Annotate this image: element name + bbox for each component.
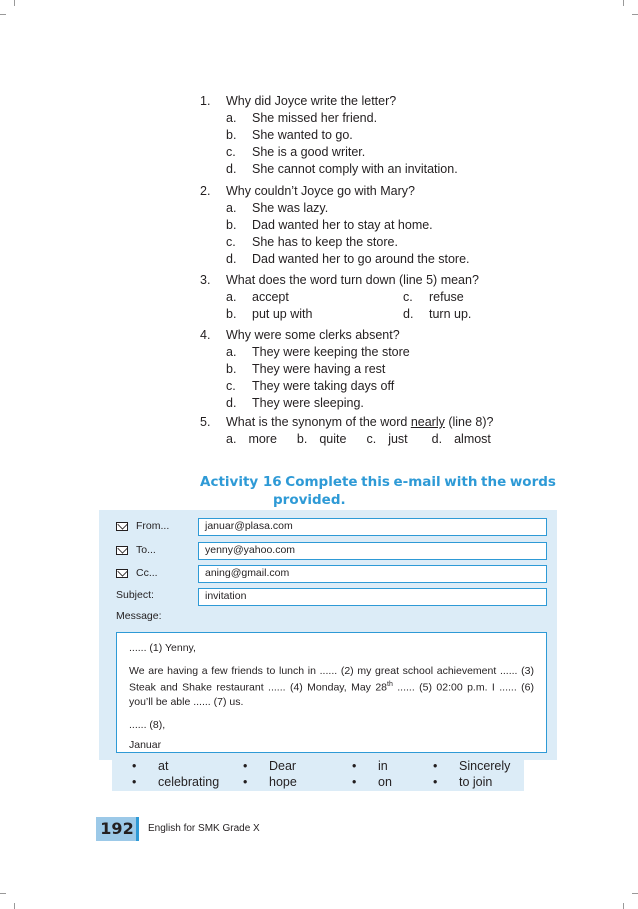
question-3 xyxy=(200,272,580,323)
heading-word: e-mail xyxy=(393,474,441,490)
page-number: 192 xyxy=(96,817,138,841)
heading-word: with xyxy=(444,474,478,490)
word-bank-word: hope xyxy=(269,775,297,789)
bullet-icon: • xyxy=(243,759,248,773)
bullet-icon: • xyxy=(132,759,137,773)
option-letter: d. xyxy=(403,307,414,321)
word-bank-item xyxy=(352,774,392,790)
option-text: Dad wanted her to stay at home. xyxy=(252,218,433,232)
heading-word: words xyxy=(509,474,556,490)
heading-word: the xyxy=(481,474,507,490)
bullet-icon: • xyxy=(352,759,357,773)
ordinal-suffix: th xyxy=(387,681,393,688)
bullet-icon: • xyxy=(433,775,438,789)
question-number: 4. xyxy=(200,328,211,342)
book-title: English for SMK Grade X xyxy=(148,823,260,834)
activity-heading-line-2: provided. xyxy=(273,492,346,508)
cc-label-text: Cc... xyxy=(136,567,158,579)
option-text: They were sleeping. xyxy=(252,396,364,410)
crop-mark xyxy=(14,0,15,6)
option-text: more xyxy=(248,432,277,446)
option xyxy=(366,431,407,448)
subject-label: Subject: xyxy=(116,589,154,601)
word-bank-word: celebrating xyxy=(158,775,220,789)
option-text: She missed her friend. xyxy=(252,111,378,125)
footer-divider xyxy=(136,817,139,841)
option-text: almost xyxy=(454,432,491,446)
option-text: put up with xyxy=(252,307,313,321)
option xyxy=(200,361,580,378)
activity-heading-line-1 xyxy=(200,473,556,491)
activity-heading xyxy=(200,473,556,509)
to-label-text: To... xyxy=(136,544,156,556)
crop-mark xyxy=(632,14,638,15)
to-field[interactable]: yenny@yahoo.com xyxy=(198,542,547,560)
message-text-part-1: We are having a few friends to lunch in ...... (2) my great school achievement ...... (3) Steak and Shake restaurant ...... (4) Monday, May 28 xyxy=(129,665,534,694)
crop-mark xyxy=(0,893,6,894)
option xyxy=(226,306,403,323)
option-letter: c. xyxy=(366,432,377,446)
bullet-icon: • xyxy=(433,759,438,773)
option-letter: b. xyxy=(226,128,237,142)
option-text: just xyxy=(388,432,408,446)
message-text-part-2: ...... (5) 02:00 p.m. I ...... (6) you’ll be able ...... (7) us. xyxy=(129,681,537,708)
option-letter: a. xyxy=(226,290,237,304)
question-text xyxy=(226,414,494,431)
bullet-icon: • xyxy=(132,775,137,789)
crop-mark xyxy=(0,14,6,15)
message-body-field[interactable] xyxy=(116,632,547,753)
question-4 xyxy=(200,327,580,412)
word-bank-word: in xyxy=(378,759,388,773)
question-text: What does the word turn down (line 5) mean? xyxy=(226,273,479,287)
question-text: Why were some clerks absent? xyxy=(226,328,400,342)
option-text: She cannot comply with an invitation. xyxy=(252,162,458,176)
option-letter: b. xyxy=(226,307,237,321)
word-bank-item xyxy=(243,758,296,774)
option-letter: d. xyxy=(226,252,237,266)
option-letter: d. xyxy=(431,432,443,446)
option xyxy=(200,144,580,161)
option xyxy=(200,234,580,251)
crop-mark xyxy=(623,0,624,6)
word-bank-item xyxy=(243,774,297,790)
envelope-icon xyxy=(116,569,128,578)
option-text: accept xyxy=(252,290,289,304)
word-bank-item xyxy=(433,758,510,774)
option xyxy=(200,161,580,178)
word-bank-item xyxy=(433,774,492,790)
option-letter: c. xyxy=(226,379,236,393)
option-row xyxy=(200,431,580,448)
option-text: refuse xyxy=(429,290,464,304)
option xyxy=(432,431,491,448)
question-text-before: What is the synonym of the word xyxy=(226,415,411,429)
activity-number: Activity 16 xyxy=(200,474,282,490)
option-text: She wanted to go. xyxy=(252,128,353,142)
crop-mark xyxy=(632,893,638,894)
cc-label-group xyxy=(116,567,202,579)
question-stem xyxy=(200,93,580,110)
option-text: They were taking days off xyxy=(252,379,395,393)
bullet-icon: • xyxy=(352,775,357,789)
option-text: She has to keep the store. xyxy=(252,235,398,249)
option-letter: d. xyxy=(226,162,237,176)
question-1 xyxy=(200,93,580,178)
option xyxy=(200,251,580,268)
option xyxy=(403,306,580,323)
to-label xyxy=(116,544,202,556)
message-paragraph xyxy=(129,664,537,709)
option-text: quite xyxy=(319,432,347,446)
question-5 xyxy=(200,414,580,448)
question-stem xyxy=(200,183,580,200)
word-bank-item xyxy=(352,758,388,774)
envelope-icon xyxy=(116,522,128,531)
from-label-group xyxy=(116,520,202,532)
option-text: They were keeping the store xyxy=(252,345,410,359)
option xyxy=(226,431,277,448)
option xyxy=(226,289,403,306)
subject-field[interactable]: invitation xyxy=(198,588,547,606)
message-label: Message: xyxy=(116,610,162,622)
option-row xyxy=(200,306,580,323)
message-signature: Januar xyxy=(129,738,162,751)
option-letter: c. xyxy=(403,290,413,304)
question-text: Why did Joyce write the letter? xyxy=(226,94,397,108)
crop-mark xyxy=(14,903,15,909)
word-bank-word: Sincerely xyxy=(459,759,511,773)
option-text: She is a good writer. xyxy=(252,145,366,159)
option xyxy=(403,289,580,306)
word-bank-item xyxy=(132,758,168,774)
question-stem xyxy=(200,327,580,344)
option-text: turn up. xyxy=(429,307,472,321)
word-bank-word: to join xyxy=(459,775,493,789)
question-stem xyxy=(200,414,580,431)
question-text: Why couldn’t Joyce go with Mary? xyxy=(226,184,415,198)
option-letter: b. xyxy=(296,432,308,446)
word-bank-word: Dear xyxy=(269,759,297,773)
option-letter: a. xyxy=(226,432,237,446)
word-bank-word: on xyxy=(378,775,392,789)
bullet-icon: • xyxy=(243,775,248,789)
crop-mark xyxy=(623,903,624,909)
option-letter: a. xyxy=(226,111,237,125)
option xyxy=(200,127,580,144)
to-label-group xyxy=(116,544,202,556)
from-label-text: From... xyxy=(136,520,170,532)
question-number: 5. xyxy=(200,415,211,429)
message-greeting: ...... (1) Yenny, xyxy=(129,642,196,654)
from-label xyxy=(116,520,202,532)
envelope-icon xyxy=(116,546,128,555)
option xyxy=(200,110,580,127)
option xyxy=(200,378,580,395)
option xyxy=(200,217,580,234)
question-stem xyxy=(200,272,580,289)
question-number: 3. xyxy=(200,273,211,287)
word-bank-item xyxy=(132,774,219,790)
option-letter: c. xyxy=(226,235,236,249)
question-number: 1. xyxy=(200,94,211,108)
option-letter: c. xyxy=(226,145,236,159)
option-text: Dad wanted her to go around the store. xyxy=(252,252,470,266)
option-letter: b. xyxy=(226,218,237,232)
option xyxy=(200,344,580,361)
heading-word: Complete xyxy=(285,474,358,490)
word-bank xyxy=(112,757,524,791)
underlined-word: nearly xyxy=(410,415,445,429)
question-2 xyxy=(200,183,580,268)
option-text: They were having a rest xyxy=(252,362,386,376)
question-number: 2. xyxy=(200,184,211,198)
option-letter: a. xyxy=(226,201,237,215)
option xyxy=(297,431,347,448)
option xyxy=(200,200,580,217)
cc-label xyxy=(116,567,202,579)
from-field[interactable]: januar@plasa.com xyxy=(198,518,547,536)
option-row xyxy=(200,289,580,306)
option-letter: b. xyxy=(226,362,237,376)
message-closing: ...... (8), xyxy=(129,718,166,731)
option-text: She was lazy. xyxy=(252,201,329,215)
option-letter: d. xyxy=(226,396,237,410)
word-bank-word: at xyxy=(158,759,169,773)
question-text-after: (line 8)? xyxy=(444,415,494,429)
option-letter: a. xyxy=(226,345,237,359)
option xyxy=(200,395,580,412)
heading-word: this xyxy=(361,474,390,490)
cc-field[interactable]: aning@gmail.com xyxy=(198,565,547,583)
